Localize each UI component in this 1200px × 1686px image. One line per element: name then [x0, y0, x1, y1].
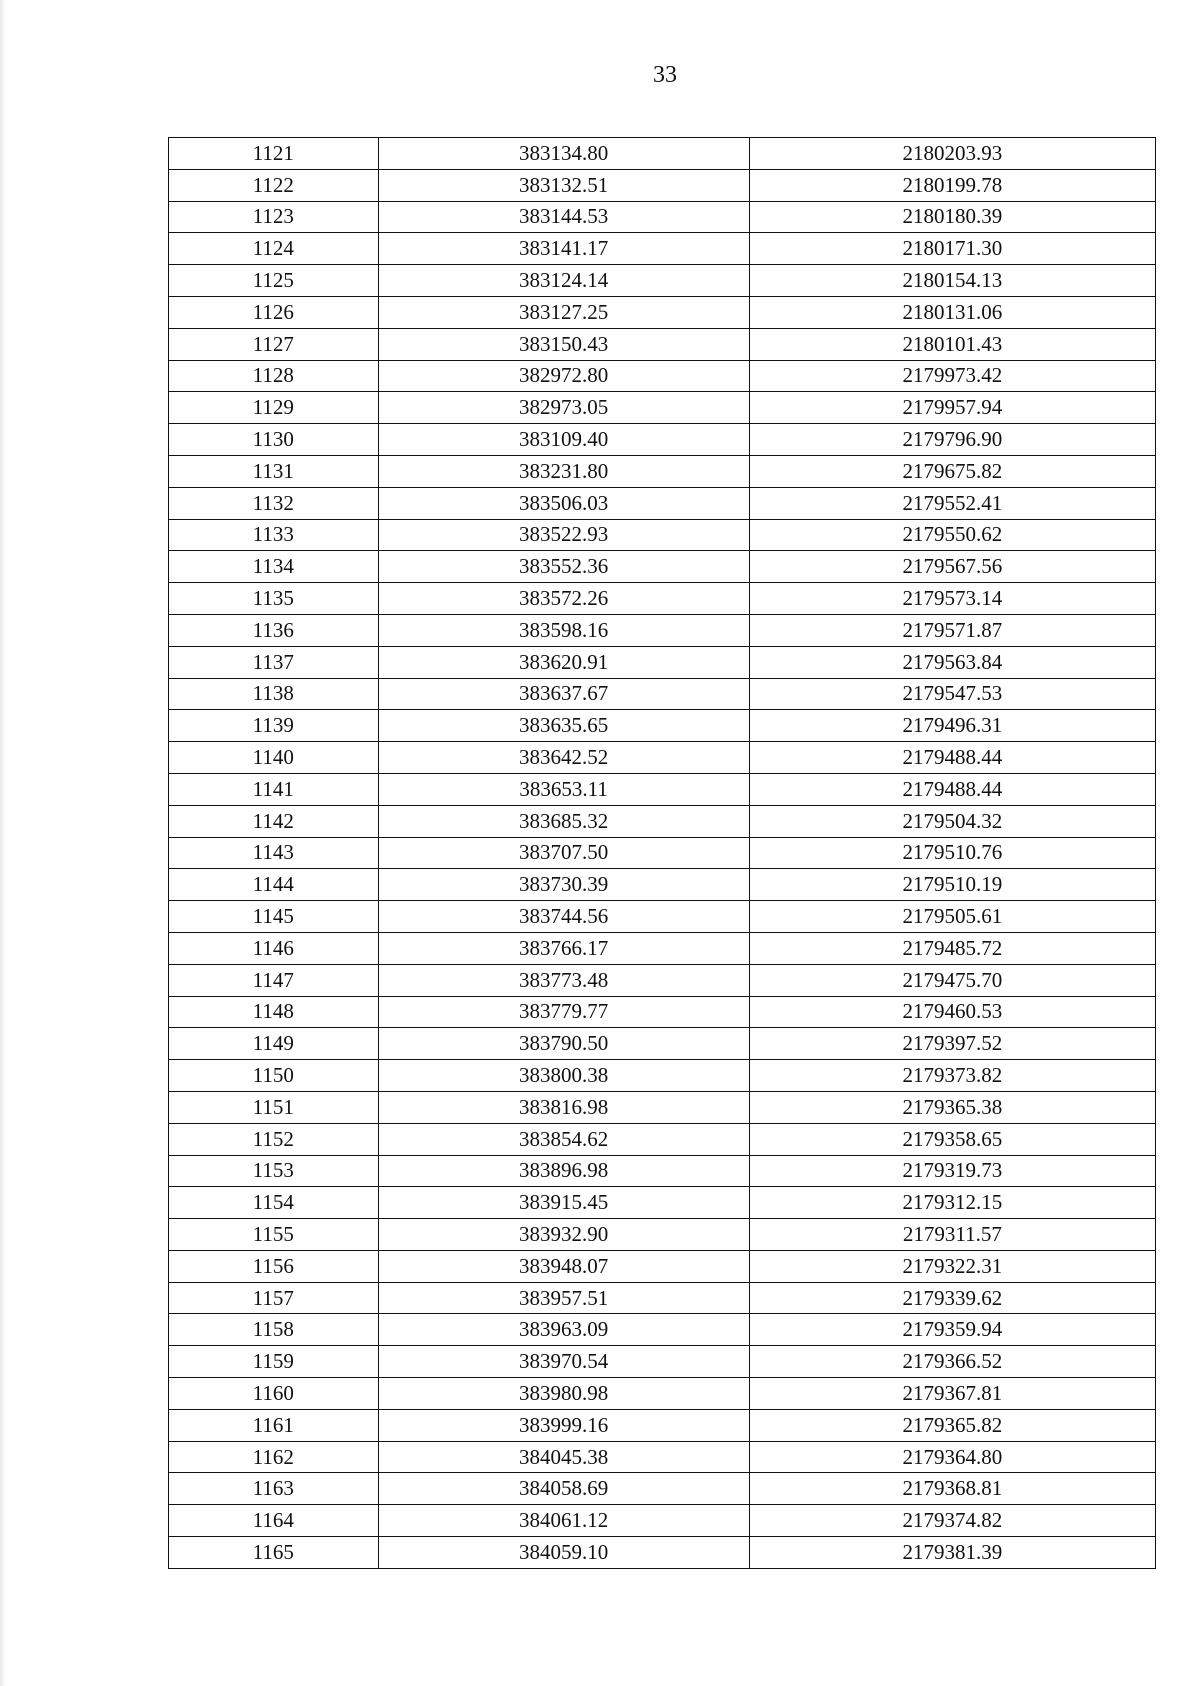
- table-row: [169, 138, 1156, 170]
- table-row: [169, 614, 1156, 646]
- point-id-cell: 1143: [169, 837, 379, 869]
- y-coordinate-cell: 2179796.90: [749, 424, 1155, 456]
- y-coordinate-cell: 2180199.78: [749, 169, 1155, 201]
- x-coordinate-cell: 383134.80: [378, 138, 749, 170]
- point-id-cell: 1127: [169, 328, 379, 360]
- x-coordinate-cell: 383109.40: [378, 424, 749, 456]
- y-coordinate-cell: 2179475.70: [749, 964, 1155, 996]
- point-id-cell: 1162: [169, 1441, 379, 1473]
- x-coordinate-cell: 383932.90: [378, 1219, 749, 1251]
- y-coordinate-cell: 2179550.62: [749, 519, 1155, 551]
- y-coordinate-cell: 2179373.82: [749, 1060, 1155, 1092]
- point-id-cell: 1132: [169, 487, 379, 519]
- point-id-cell: 1157: [169, 1282, 379, 1314]
- page-number: 33: [653, 62, 677, 88]
- point-id-cell: 1141: [169, 773, 379, 805]
- table-row: [169, 1060, 1156, 1092]
- y-coordinate-cell: 2179319.73: [749, 1155, 1155, 1187]
- y-coordinate-cell: 2179365.38: [749, 1091, 1155, 1123]
- x-coordinate-cell: 383637.67: [378, 678, 749, 710]
- point-id-cell: 1140: [169, 742, 379, 774]
- table-row: [169, 201, 1156, 233]
- y-coordinate-cell: 2179485.72: [749, 932, 1155, 964]
- point-id-cell: 1135: [169, 583, 379, 615]
- table-row: [169, 1282, 1156, 1314]
- x-coordinate-cell: 383766.17: [378, 932, 749, 964]
- x-coordinate-cell: 383653.11: [378, 773, 749, 805]
- table-row: [169, 1441, 1156, 1473]
- point-id-cell: 1125: [169, 265, 379, 297]
- table-row: [169, 805, 1156, 837]
- x-coordinate-cell: 383635.65: [378, 710, 749, 742]
- table-row: [169, 169, 1156, 201]
- x-coordinate-cell: 383963.09: [378, 1314, 749, 1346]
- point-id-cell: 1124: [169, 233, 379, 265]
- table-row: [169, 583, 1156, 615]
- y-coordinate-cell: 2179359.94: [749, 1314, 1155, 1346]
- table-row: [169, 1346, 1156, 1378]
- point-id-cell: 1160: [169, 1378, 379, 1410]
- table-row: [169, 265, 1156, 297]
- y-coordinate-cell: 2179460.53: [749, 996, 1155, 1028]
- coordinates-table-body: [169, 138, 1156, 1569]
- y-coordinate-cell: 2179510.19: [749, 869, 1155, 901]
- point-id-cell: 1123: [169, 201, 379, 233]
- x-coordinate-cell: 383685.32: [378, 805, 749, 837]
- y-coordinate-cell: 2180131.06: [749, 296, 1155, 328]
- table-row: [169, 1219, 1156, 1251]
- y-coordinate-cell: 2179675.82: [749, 455, 1155, 487]
- x-coordinate-cell: 383915.45: [378, 1187, 749, 1219]
- x-coordinate-cell: 384061.12: [378, 1505, 749, 1537]
- y-coordinate-cell: 2179311.57: [749, 1219, 1155, 1251]
- y-coordinate-cell: 2179364.80: [749, 1441, 1155, 1473]
- x-coordinate-cell: 383598.16: [378, 614, 749, 646]
- x-coordinate-cell: 383999.16: [378, 1409, 749, 1441]
- coordinates-table: [168, 137, 1156, 1569]
- table-row: [169, 678, 1156, 710]
- y-coordinate-cell: 2179397.52: [749, 1028, 1155, 1060]
- x-coordinate-cell: 382973.05: [378, 392, 749, 424]
- y-coordinate-cell: 2179312.15: [749, 1187, 1155, 1219]
- y-coordinate-cell: 2179552.41: [749, 487, 1155, 519]
- x-coordinate-cell: 383141.17: [378, 233, 749, 265]
- y-coordinate-cell: 2179563.84: [749, 646, 1155, 678]
- x-coordinate-cell: 383144.53: [378, 201, 749, 233]
- table-row: [169, 1378, 1156, 1410]
- x-coordinate-cell: 383730.39: [378, 869, 749, 901]
- point-id-cell: 1154: [169, 1187, 379, 1219]
- x-coordinate-cell: 383773.48: [378, 964, 749, 996]
- y-coordinate-cell: 2179573.14: [749, 583, 1155, 615]
- x-coordinate-cell: 383980.98: [378, 1378, 749, 1410]
- x-coordinate-cell: 383231.80: [378, 455, 749, 487]
- point-id-cell: 1153: [169, 1155, 379, 1187]
- y-coordinate-cell: 2179571.87: [749, 614, 1155, 646]
- point-id-cell: 1122: [169, 169, 379, 201]
- table-row: [169, 1537, 1156, 1569]
- point-id-cell: 1161: [169, 1409, 379, 1441]
- x-coordinate-cell: 383620.91: [378, 646, 749, 678]
- point-id-cell: 1149: [169, 1028, 379, 1060]
- table-row: [169, 901, 1156, 933]
- table-row: [169, 646, 1156, 678]
- table-row: [169, 964, 1156, 996]
- point-id-cell: 1165: [169, 1537, 379, 1569]
- y-coordinate-cell: 2179358.65: [749, 1123, 1155, 1155]
- x-coordinate-cell: 384045.38: [378, 1441, 749, 1473]
- table-row: [169, 392, 1156, 424]
- table-row: [169, 742, 1156, 774]
- x-coordinate-cell: 384058.69: [378, 1473, 749, 1505]
- x-coordinate-cell: 383707.50: [378, 837, 749, 869]
- table-row: [169, 1155, 1156, 1187]
- table-row: [169, 710, 1156, 742]
- table-row: [169, 837, 1156, 869]
- table-row: [169, 455, 1156, 487]
- y-coordinate-cell: 2179365.82: [749, 1409, 1155, 1441]
- y-coordinate-cell: 2179339.62: [749, 1282, 1155, 1314]
- point-id-cell: 1158: [169, 1314, 379, 1346]
- table-row: [169, 551, 1156, 583]
- point-id-cell: 1131: [169, 455, 379, 487]
- x-coordinate-cell: 383790.50: [378, 1028, 749, 1060]
- point-id-cell: 1156: [169, 1250, 379, 1282]
- point-id-cell: 1150: [169, 1060, 379, 1092]
- x-coordinate-cell: 383948.07: [378, 1250, 749, 1282]
- table-row: [169, 1250, 1156, 1282]
- point-id-cell: 1128: [169, 360, 379, 392]
- y-coordinate-cell: 2179367.81: [749, 1378, 1155, 1410]
- point-id-cell: 1139: [169, 710, 379, 742]
- y-coordinate-cell: 2179973.42: [749, 360, 1155, 392]
- point-id-cell: 1148: [169, 996, 379, 1028]
- table-row: [169, 869, 1156, 901]
- point-id-cell: 1121: [169, 138, 379, 170]
- y-coordinate-cell: 2179368.81: [749, 1473, 1155, 1505]
- x-coordinate-cell: 383642.52: [378, 742, 749, 774]
- table-row: [169, 773, 1156, 805]
- point-id-cell: 1147: [169, 964, 379, 996]
- y-coordinate-cell: 2179567.56: [749, 551, 1155, 583]
- point-id-cell: 1146: [169, 932, 379, 964]
- point-id-cell: 1155: [169, 1219, 379, 1251]
- point-id-cell: 1134: [169, 551, 379, 583]
- y-coordinate-cell: 2179957.94: [749, 392, 1155, 424]
- y-coordinate-cell: 2180101.43: [749, 328, 1155, 360]
- y-coordinate-cell: 2179366.52: [749, 1346, 1155, 1378]
- x-coordinate-cell: 383132.51: [378, 169, 749, 201]
- y-coordinate-cell: 2179505.61: [749, 901, 1155, 933]
- y-coordinate-cell: 2179547.53: [749, 678, 1155, 710]
- point-id-cell: 1142: [169, 805, 379, 837]
- y-coordinate-cell: 2180203.93: [749, 138, 1155, 170]
- point-id-cell: 1152: [169, 1123, 379, 1155]
- table-row: [169, 996, 1156, 1028]
- table-row: [169, 1314, 1156, 1346]
- y-coordinate-cell: 2180180.39: [749, 201, 1155, 233]
- table-row: [169, 360, 1156, 392]
- point-id-cell: 1126: [169, 296, 379, 328]
- table-row: [169, 328, 1156, 360]
- x-coordinate-cell: 383896.98: [378, 1155, 749, 1187]
- x-coordinate-cell: 383957.51: [378, 1282, 749, 1314]
- table-row: [169, 1187, 1156, 1219]
- y-coordinate-cell: 2179504.32: [749, 805, 1155, 837]
- point-id-cell: 1163: [169, 1473, 379, 1505]
- y-coordinate-cell: 2179488.44: [749, 742, 1155, 774]
- table-row: [169, 1505, 1156, 1537]
- point-id-cell: 1164: [169, 1505, 379, 1537]
- y-coordinate-cell: 2179381.39: [749, 1537, 1155, 1569]
- scan-edge: [0, 0, 6, 1686]
- x-coordinate-cell: 384059.10: [378, 1537, 749, 1569]
- table-row: [169, 424, 1156, 456]
- point-id-cell: 1130: [169, 424, 379, 456]
- table-row: [169, 1028, 1156, 1060]
- point-id-cell: 1137: [169, 646, 379, 678]
- y-coordinate-cell: 2179496.31: [749, 710, 1155, 742]
- x-coordinate-cell: 383552.36: [378, 551, 749, 583]
- x-coordinate-cell: 383816.98: [378, 1091, 749, 1123]
- table-row: [169, 296, 1156, 328]
- point-id-cell: 1145: [169, 901, 379, 933]
- point-id-cell: 1144: [169, 869, 379, 901]
- table-row: [169, 1123, 1156, 1155]
- table-row: [169, 932, 1156, 964]
- y-coordinate-cell: 2179374.82: [749, 1505, 1155, 1537]
- x-coordinate-cell: 383800.38: [378, 1060, 749, 1092]
- x-coordinate-cell: 383744.56: [378, 901, 749, 933]
- y-coordinate-cell: 2179488.44: [749, 773, 1155, 805]
- point-id-cell: 1136: [169, 614, 379, 646]
- x-coordinate-cell: 383522.93: [378, 519, 749, 551]
- x-coordinate-cell: 383970.54: [378, 1346, 749, 1378]
- y-coordinate-cell: 2180171.30: [749, 233, 1155, 265]
- point-id-cell: 1129: [169, 392, 379, 424]
- x-coordinate-cell: 383150.43: [378, 328, 749, 360]
- y-coordinate-cell: 2179510.76: [749, 837, 1155, 869]
- x-coordinate-cell: 383779.77: [378, 996, 749, 1028]
- table-row: [169, 233, 1156, 265]
- point-id-cell: 1133: [169, 519, 379, 551]
- x-coordinate-cell: 383572.26: [378, 583, 749, 615]
- y-coordinate-cell: 2180154.13: [749, 265, 1155, 297]
- x-coordinate-cell: 382972.80: [378, 360, 749, 392]
- table-row: [169, 1091, 1156, 1123]
- x-coordinate-cell: 383124.14: [378, 265, 749, 297]
- x-coordinate-cell: 383854.62: [378, 1123, 749, 1155]
- x-coordinate-cell: 383506.03: [378, 487, 749, 519]
- table-row: [169, 519, 1156, 551]
- x-coordinate-cell: 383127.25: [378, 296, 749, 328]
- point-id-cell: 1138: [169, 678, 379, 710]
- point-id-cell: 1159: [169, 1346, 379, 1378]
- table-row: [169, 487, 1156, 519]
- y-coordinate-cell: 2179322.31: [749, 1250, 1155, 1282]
- table-row: [169, 1409, 1156, 1441]
- table-row: [169, 1473, 1156, 1505]
- point-id-cell: 1151: [169, 1091, 379, 1123]
